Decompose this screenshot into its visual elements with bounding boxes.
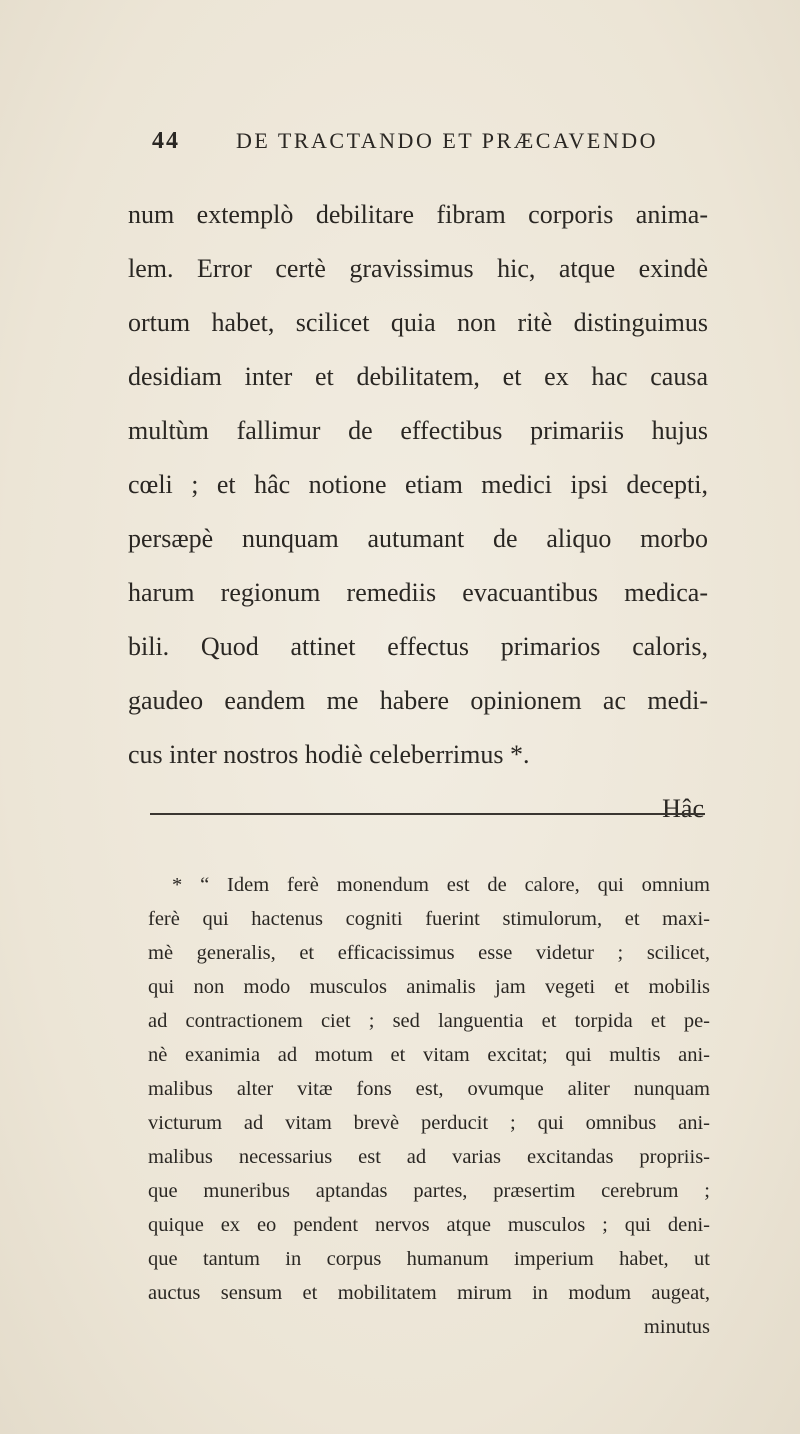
text-line: ortum habet, scilicet quia non ritè distinguimus <box>128 308 708 337</box>
footnote-rule <box>150 813 705 815</box>
running-head: DE TRACTANDO ET PRÆCAVENDO <box>236 128 658 153</box>
text-line: cus inter nostros hodiè celeberrimus *. <box>128 740 530 769</box>
footnote-line: auctus sensum et mobilitatem mirum in modum augeat, <box>148 1282 710 1304</box>
text-line: multùm fallimur de effectibus primariis hujus <box>128 416 708 445</box>
page-number: 44 <box>152 128 180 154</box>
footnote-line: malibus necessarius est ad varias excitandas propriis- <box>148 1146 710 1168</box>
page-header <box>152 128 712 168</box>
text-line: persæpè nunquam autumant de aliquo morbo <box>128 524 708 553</box>
main-text <box>128 188 708 836</box>
footnote-line: victurum ad vitam brevè perducit ; qui omnibus ani- <box>148 1112 710 1134</box>
text-line: cœli ; et hâc notione etiam medici ipsi decepti, <box>128 470 708 499</box>
footnote-line: qui non modo musculos animalis jam vegeti et mobilis <box>148 976 710 998</box>
footnote-line: que muneribus aptandas partes, præsertim cerebrum ; <box>148 1180 710 1202</box>
footnote <box>148 868 710 1344</box>
footnote-line: nè exanimia ad motum et vitam excitat; qui multis ani- <box>148 1044 710 1066</box>
footnote-line: ad contractionem ciet ; sed languentia et torpida et pe- <box>148 1010 710 1032</box>
footnote-line: que tantum in corpus humanum imperium habet, ut <box>148 1248 710 1270</box>
footnote-catchword: minutus <box>643 1316 710 1338</box>
text-line: lem. Error certè gravissimus hic, atque exindè <box>128 254 708 283</box>
footnote-line: mè generalis, et efficacissimus esse videtur ; scilicet, <box>148 942 710 964</box>
footnote-line: quique ex eo pendent nervos atque musculos ; qui deni- <box>148 1214 710 1236</box>
text-line: bili. Quod attinet effectus primarios caloris, <box>128 632 708 661</box>
footnote-line: ferè qui hactenus cogniti fuerint stimulorum, et maxi- <box>148 908 710 930</box>
text-line: desidiam inter et debilitatem, et ex hac causa <box>128 362 708 391</box>
text-line: harum regionum remediis evacuantibus medica- <box>128 578 708 607</box>
footnote-line: malibus alter vitæ fons est, ovumque aliter nunquam <box>148 1078 710 1100</box>
text-line: num extemplò debilitare fibram corporis anima- <box>128 200 708 229</box>
text-line: gaudeo eandem me habere opinionem ac medi- <box>128 686 708 715</box>
catchword: Hâc <box>662 794 704 823</box>
footnote-line: * “ Idem ferè monendum est de calore, qui omnium <box>172 874 710 896</box>
